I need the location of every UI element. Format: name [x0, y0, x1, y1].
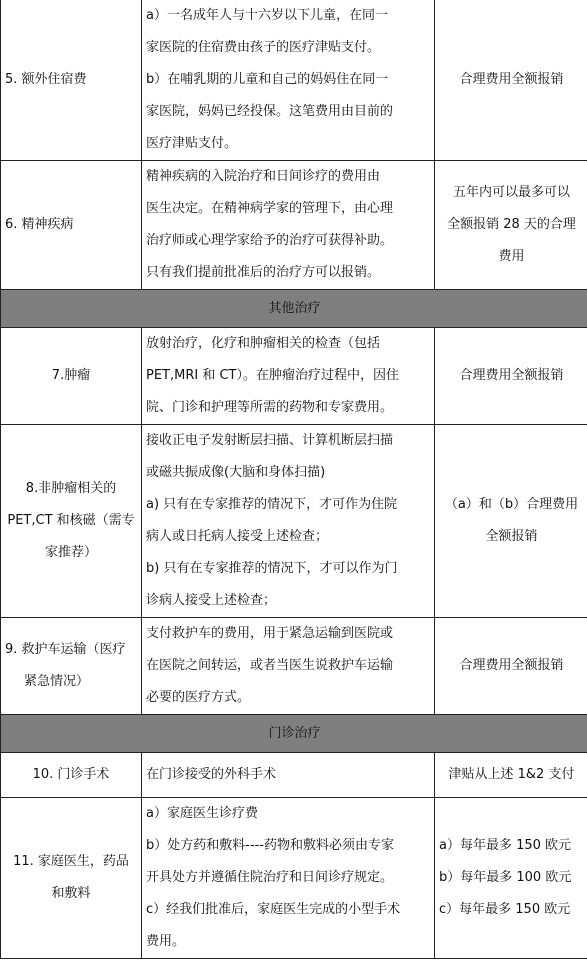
row-8-cover-line: 全额报销 — [485, 529, 538, 544]
row-8-name-line: 家推荐） — [44, 545, 97, 560]
row-7-cover-line: 合理费用全额报销 — [459, 368, 564, 383]
row-9-desc-line: 在医院之间转运，或者当医生说救护车运输 — [146, 658, 394, 673]
row-8-description — [142, 425, 435, 618]
row-11-cover-line: c）每年最多 150 欧元 — [439, 902, 571, 917]
row-11-desc-line: 开具处方并遵循住院治疗和日间诊疗规定。 — [146, 870, 394, 885]
row-5-desc-line: 家医院的住宿费由孩子的医疗津贴支付。 — [146, 40, 381, 55]
row-5-desc-line: 家医院，妈妈已经投保。这笔费用由目前的 — [146, 104, 394, 119]
row-9-coverage — [435, 618, 587, 715]
row-8-name-line: 8.非肿瘤相关的 — [25, 481, 117, 496]
row-7-name-line: 7.肿瘤 — [51, 368, 91, 383]
row-8-desc-line: a) 只有在专家推荐的情况下，才可作为住院 — [146, 497, 398, 512]
row-6-cover-line: 全额报销 28 天的合理 — [447, 217, 576, 232]
row-8-name-line: PET,CT 和核磁（需专 — [7, 513, 135, 528]
row-11-name-line: 11. 家庭医生，药品 — [13, 854, 129, 869]
row-6-coverage — [435, 161, 587, 290]
row-7-desc-line: 放射治疗，化疗和肿瘤相关的检查（包括 — [146, 336, 381, 351]
row-6-cover-line: 费用 — [498, 249, 525, 264]
row-6-desc-line: 只有我们提前批准后的治疗方可以报销。 — [146, 265, 381, 280]
table-row-6 — [1, 161, 587, 290]
row-6-cover-line: 五年内可以最多可以 — [452, 185, 570, 200]
row-10-name — [1, 753, 142, 798]
row-10-description — [142, 753, 435, 798]
section-header-other — [1, 290, 587, 328]
row-11-cover-line: a）每年最多 150 欧元 — [439, 838, 572, 853]
row-5-desc-line: a）一名成年人与十六岁以下儿童，在同一 — [146, 8, 388, 23]
table-row-9 — [1, 618, 587, 715]
row-9-name-line: 9. 救护车运输（医疗 — [5, 642, 126, 657]
row-11-desc-line: c）经我们批准后，家庭医生完成的小型手术 — [146, 902, 401, 917]
row-8-coverage — [435, 425, 587, 618]
row-11-desc-line: a）家庭医生诊疗费 — [146, 806, 258, 821]
row-10-desc-line: 在门诊接受的外科手术 — [146, 767, 277, 782]
row-7-desc-line: PET,MRI 和 CT）。在肿瘤治疗过程中，因住 — [146, 368, 399, 383]
row-11-description — [142, 798, 435, 959]
table-row-11 — [1, 798, 587, 959]
row-6-desc-line: 精神疾病的入院治疗和日间诊疗的费用由 — [146, 169, 381, 184]
row-9-name — [1, 618, 142, 715]
row-11-name — [1, 798, 142, 959]
row-11-cover-line: b）每年最多 100 欧元 — [439, 870, 572, 885]
table-row-5 — [1, 0, 587, 161]
section-header-outpatient — [1, 715, 587, 753]
row-9-name-line: 紧急情况） — [24, 674, 90, 689]
row-10-coverage — [435, 753, 587, 798]
row-6-desc-line: 医生决定。在精神病学家的管理下，由心理 — [146, 201, 394, 216]
row-9-description — [142, 618, 435, 715]
row-8-desc-line: 诊病人接受上述检查； — [146, 593, 277, 608]
section-title-other: 其他治疗 — [1, 290, 587, 328]
row-5-description — [142, 0, 435, 161]
row-10-cover-line: 津贴从上述 1&2 支付 — [448, 767, 575, 782]
row-8-desc-line: 病人或日托病人接受上述检查； — [146, 529, 329, 544]
row-8-cover-line: （a）和（b）合理费用 — [444, 497, 579, 512]
row-7-description — [142, 328, 435, 425]
row-7-name — [1, 328, 142, 425]
row-5-name: 5. 额外住宿费 — [1, 0, 142, 161]
row-8-desc-line: 接收正电子发射断层扫描、计算机断层扫描 — [146, 433, 394, 448]
row-10-name-line: 10. 门诊手术 — [32, 767, 110, 782]
row-7-coverage — [435, 328, 587, 425]
row-8-name — [1, 425, 142, 618]
row-11-name-line: 和敷料 — [51, 886, 91, 901]
row-8-desc-line: b) 只有在专家推荐的情况下，才可以作为门 — [146, 561, 398, 576]
table-row-8 — [1, 425, 587, 618]
row-5-desc-line: b）在哺乳期的儿童和自己的妈妈住在同一 — [146, 72, 389, 87]
table-row-10 — [1, 753, 587, 798]
row-9-desc-line: 支付救护车的费用，用于紧急运输到医院或 — [146, 626, 394, 641]
row-6-description — [142, 161, 435, 290]
row-7-desc-line: 院、门诊和护理等所需的药物和专家费用。 — [146, 400, 394, 415]
row-5-desc-line: 医疗津贴支付。 — [146, 136, 238, 151]
row-9-desc-line: 必要的医疗方式。 — [146, 690, 251, 705]
row-6-name: 6. 精神疾病 — [1, 161, 142, 290]
row-5-cover-line: 合理费用全额报销 — [459, 72, 564, 87]
table-row-7 — [1, 328, 587, 425]
row-11-desc-line: b）处方药和敷料----药物和敷料必须由专家 — [146, 838, 395, 853]
row-11-desc-line: 费用。 — [146, 934, 186, 949]
row-9-cover-line: 合理费用全额报销 — [459, 658, 564, 673]
row-5-coverage — [435, 0, 587, 161]
row-6-desc-line: 治疗师或心理学家给予的治疗可获得补助。 — [146, 233, 394, 248]
row-11-coverage — [435, 798, 587, 959]
section-title-outpatient: 门诊治疗 — [1, 715, 587, 753]
row-8-desc-line: 或磁共振成像(大脑和身体扫描) — [146, 465, 326, 480]
